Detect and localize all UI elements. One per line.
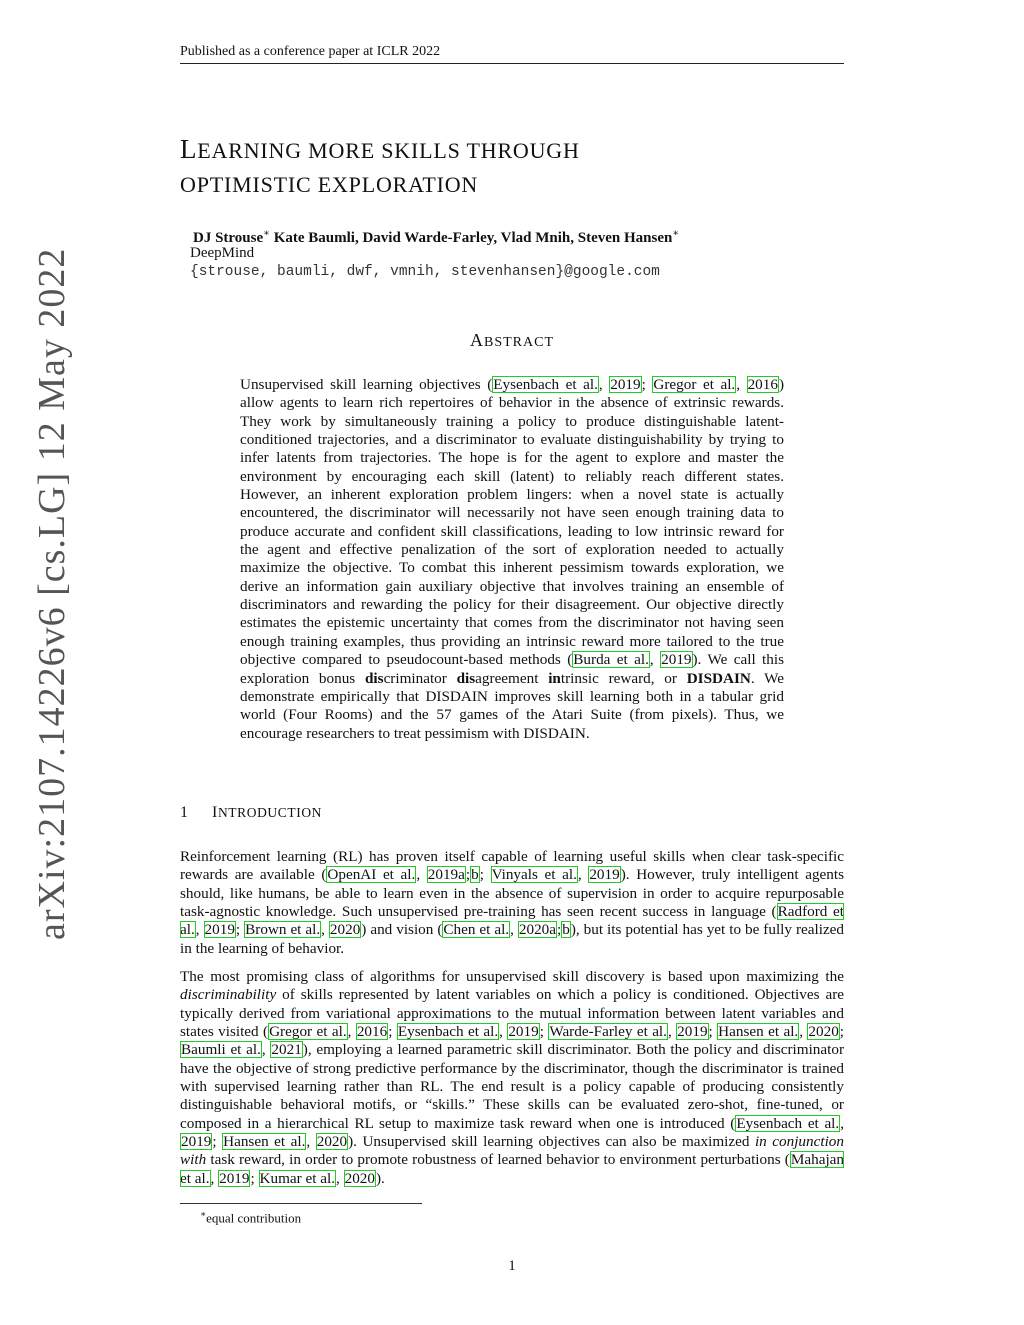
- citation-link[interactable]: Burda et al.: [573, 651, 649, 669]
- emphasis-text: in conjunction with: [180, 1133, 844, 1169]
- citation-link[interactable]: 2019: [219, 1169, 250, 1187]
- abstract-text-run: agreement: [475, 669, 549, 687]
- citation-link[interactable]: Chen et al.: [443, 921, 510, 939]
- section-title-rest: NTRODUCTION: [217, 805, 323, 820]
- citation-link[interactable]: 2020: [344, 1169, 375, 1187]
- citation-link[interactable]: Baumli et al.: [181, 1041, 261, 1059]
- body-text-run: ,: [416, 866, 427, 884]
- citation-link[interactable]: 2019a: [427, 866, 465, 884]
- abstract-text-run: ;: [641, 376, 653, 393]
- acronym-letters: dis: [364, 669, 384, 687]
- body-text-run: ;: [539, 1023, 549, 1041]
- body-text-run: ,: [840, 1114, 844, 1132]
- section-number: 1: [180, 804, 189, 821]
- citation-link[interactable]: Gregor et al.: [653, 376, 736, 393]
- citation-link[interactable]: 2019: [204, 921, 235, 939]
- abstract-heading: [180, 330, 844, 351]
- footnote: [200, 1209, 301, 1226]
- body-text-run: ;: [479, 866, 491, 884]
- body-text-run: ;: [212, 1133, 223, 1151]
- citation-link[interactable]: Vinyals et al.: [491, 866, 577, 884]
- body-text-run: ). However, truly intelligent agents should, like humans, be able to learn even in the absence of supervision in order to acquire repurposable task-agnostic knowledge. Such unsupervised pre-training has seen recent success in language (: [180, 866, 845, 921]
- citation-link[interactable]: 2020a: [518, 921, 557, 939]
- paper-title: [180, 132, 780, 202]
- footnote-mark: ∗: [200, 1209, 207, 1219]
- citation-link[interactable]: 2019: [677, 1023, 708, 1041]
- abstract-text-run: Unsupervised skill learning objectives (: [240, 376, 493, 393]
- citation-link[interactable]: OpenAI et al.: [327, 866, 416, 884]
- intro-paragraph-1: [180, 848, 844, 958]
- running-header: Published as a conference paper at ICLR 2022: [180, 44, 844, 64]
- page-number: 1: [508, 1258, 516, 1274]
- abstract-text-run: criminator: [383, 669, 457, 687]
- citation-link[interactable]: 2019: [508, 1023, 539, 1041]
- citation-link[interactable]: Brown et al.: [245, 921, 321, 939]
- section-heading-introduction: [180, 804, 322, 822]
- body-text-run: ,: [306, 1133, 316, 1151]
- citation-link[interactable]: 2019: [661, 651, 692, 669]
- body-text-run: ).: [375, 1169, 385, 1187]
- title-line-2: OPTIMISTIC EXPLORATION: [180, 172, 479, 197]
- abstract-text-run: ,: [736, 376, 747, 393]
- abstract-text-run: ). We call this exploration bonus: [240, 651, 785, 687]
- abstract-text-run: ) allow agents to learn rich repertoires of behavior in the absence of extrinsic rewards. They work by simultaneously training a policy to produce distinguishable latent-conditioned trajectories, and a discriminator to evaluate distinguishability by trying to infer latents from trajectories. The hope is for the agent to explore and master the environment by encouraging each skill (latent) to reliably reach different states. However, an inherent exploration problem lingers: when a novel state is actually encountered, the discriminator will necessarily not have seen enough training data to produce accurate and confident skill classifications, leading to low intrinsic reward for the agent and effective penalization of the sort of exploration needed to actually maximize the objective. To combat this inherent pessimism towards exploration, we derive an information gain auxiliary objective that involves training an ensemble of discriminators and rewarding the policy for their disagreement. Our objective directly estimates the epistemic uncertainty that comes from the discriminator not having seen enough training examples, thus providing an intrinsic reward more tailored to the true objective compared to pseudocount-based methods (: [240, 376, 785, 669]
- citation-link[interactable]: 2019: [181, 1133, 212, 1151]
- authors-rest: Kate Baumli, David Warde-Farley, Vlad Mnih, Steven Hansen: [273, 230, 673, 246]
- citation-link[interactable]: Kumar et al.: [259, 1169, 336, 1187]
- body-text-run: of skills represented by latent variables on which a policy is conditioned. Objectives are typically derived from variational approximations to the mutual information between latent variables and states visited (: [180, 986, 844, 1041]
- footnote-text: equal contribution: [206, 1210, 302, 1226]
- arxiv-stamp: arXiv:2107.14226v6 [cs.LG] 12 May 2022: [31, 247, 73, 940]
- citation-link[interactable]: Gregor et al.: [269, 1023, 347, 1041]
- citation-link[interactable]: 2019: [589, 866, 620, 884]
- body-text-run: ,: [499, 1023, 508, 1041]
- intro-paragraph-2: [180, 968, 844, 1188]
- abstract-text-run: . We demonstrate empirically that DISDAIN improves skill learning both in a tabular grid world (Four Rooms) and the 57 games of the Atari Suite (from pixels). Thus, we encourage researchers to treat pessimism with DISDAIN.: [240, 669, 785, 742]
- citation-link[interactable]: Eysenbach et al.: [397, 1023, 499, 1041]
- affiliation: DeepMind: [190, 245, 255, 261]
- abstract-text-run: ,: [598, 376, 610, 393]
- abstract-text-run: trinsic reward, or: [560, 669, 687, 687]
- body-text-run: ;: [388, 1023, 397, 1041]
- body-text-run: ,: [510, 921, 518, 939]
- equal-contrib-mark-2: ∗: [672, 228, 680, 239]
- citation-link[interactable]: Eysenbach et al.: [736, 1114, 840, 1132]
- body-text-run: ,: [347, 1023, 356, 1041]
- title-initial: L: [180, 134, 198, 164]
- citation-link[interactable]: 2021: [271, 1041, 302, 1059]
- citation-link[interactable]: Mahajan et al.: [180, 1151, 844, 1187]
- citation-link[interactable]: 2020: [316, 1133, 348, 1151]
- footnote-divider: [180, 1203, 422, 1204]
- body-text-run: ;: [250, 1169, 259, 1187]
- acronym-letters: in: [548, 669, 561, 687]
- body-text-run: ;: [708, 1023, 718, 1041]
- citation-link[interactable]: Radford et al.: [180, 903, 844, 939]
- section-title-initial: I: [212, 804, 218, 821]
- body-text-run: ;: [465, 866, 471, 884]
- body-text-run: ,: [667, 1023, 677, 1041]
- citation-link[interactable]: b: [562, 921, 570, 939]
- equal-contrib-mark: ∗: [263, 228, 270, 239]
- body-text-run: ,: [210, 1169, 219, 1187]
- authors-first: DJ Strouse: [193, 230, 264, 246]
- citation-link[interactable]: 2019: [610, 376, 641, 393]
- citation-link[interactable]: Warde-Farley et al.: [549, 1023, 667, 1041]
- abstract-heading-initial: A: [469, 330, 484, 350]
- body-text-run: ,: [321, 921, 329, 939]
- citation-link[interactable]: Hansen et al.: [718, 1023, 799, 1041]
- body-text-run: ), employing a learned parametric skill discriminator. Both the policy and discriminator have the objective of strong predictive performance by the discriminator, though the discriminator is trained with supervised learning rather than RL. The end result is a policy capable of producing consistently distinguishable behavioral motifs, or “skills.” These skills can be evaluated zero-shot, fine-tuned, or composed in a hierarchical RL setup to maximize task reward when one is introduced (: [180, 1041, 845, 1132]
- body-text-run: Reinforcement learning (RL) has proven itself capable of learning useful skills when clear task-specific rewards are available (: [180, 848, 844, 884]
- acronym-letters: dis: [456, 669, 476, 687]
- body-text-run: ;: [235, 921, 245, 939]
- citation-link[interactable]: 2016: [356, 1023, 388, 1041]
- citation-link[interactable]: 2016: [747, 376, 778, 393]
- body-text-run: ;: [839, 1023, 845, 1041]
- citation-link[interactable]: 2020: [808, 1023, 839, 1041]
- body-text-run: task reward, in order to promote robustness of learned behavior to environment perturbations (: [206, 1151, 790, 1169]
- body-text-run: ,: [799, 1023, 808, 1041]
- body-text-run: ;: [557, 921, 562, 939]
- abstract-text: [240, 376, 784, 743]
- citation-link[interactable]: 2020: [329, 921, 361, 939]
- body-text-run: ,: [577, 866, 589, 884]
- citation-link[interactable]: Eysenbach et al.: [493, 376, 598, 393]
- author-emails: {strouse, baumli, dwf, vmnih, stevenhansen}@google.com: [190, 264, 660, 280]
- body-text-run: ), but its potential has yet to be fully realized in the learning of behavior.: [180, 921, 845, 957]
- citation-link[interactable]: Hansen et al.: [223, 1133, 306, 1151]
- body-text-run: ,: [261, 1041, 271, 1059]
- body-text-run: ,: [195, 921, 204, 939]
- author-list: [193, 228, 679, 247]
- body-text-run: The most promising class of algorithms for unsupervised skill discovery is based upon maximizing the: [180, 968, 844, 985]
- emphasis-text: discriminability: [180, 986, 277, 1004]
- citation-link[interactable]: b: [471, 866, 479, 884]
- body-text-run: ). Unsupervised skill learning objectives can also be maximized: [348, 1133, 755, 1151]
- abstract-text-run: ,: [649, 651, 661, 669]
- body-text-run: ,: [336, 1169, 344, 1187]
- title-line-1-rest: EARNING MORE SKILLS THROUGH: [197, 138, 580, 163]
- title-line-1: [180, 132, 780, 168]
- abstract-heading-rest: BSTRACT: [483, 335, 554, 350]
- body-text-run: ) and vision (: [361, 921, 443, 939]
- method-name: DISDAIN: [686, 669, 751, 687]
